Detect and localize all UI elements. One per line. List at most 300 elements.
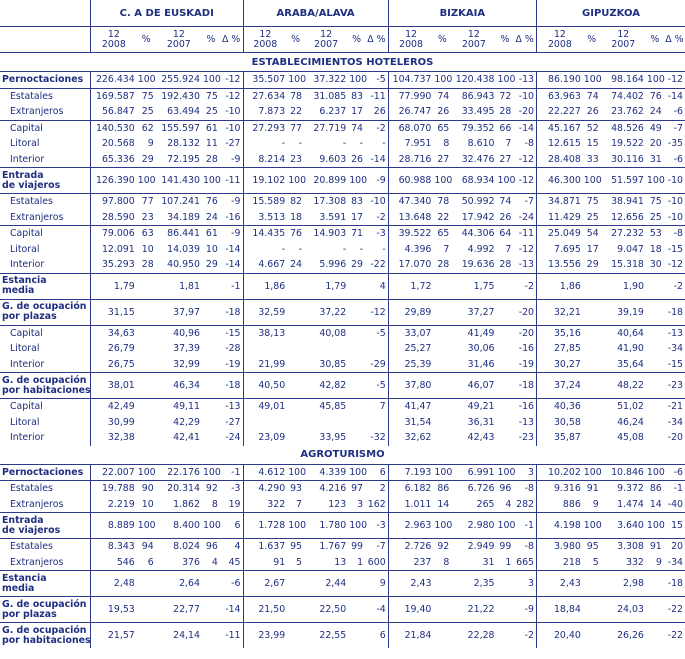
pct-2008-cell [137, 415, 156, 431]
value-2008-cell: 19,40 [388, 597, 433, 623]
pct-2008-cell: 5 [296, 556, 303, 568]
value-2008-cell: 20.568 [90, 136, 136, 152]
pct-2008-cell: 95 [583, 539, 601, 555]
delta-pct-cell: -34 [667, 343, 683, 355]
pct-2007-cell [497, 623, 514, 649]
pct-2008-cell: 74 [433, 88, 451, 104]
delta-pct-cell: -6 [220, 571, 243, 597]
pct-2008-cell: 9 [147, 138, 154, 150]
row-label: Litoral [10, 138, 40, 150]
table-row [0, 120, 685, 136]
value-2007-cell: 28.132 [167, 138, 200, 150]
table-row [0, 104, 685, 120]
row-label: Estatales [0, 88, 90, 104]
value-2007-cell: 9.372 [601, 481, 646, 497]
value-2008-cell: 23,09 [243, 430, 287, 446]
pct-2008-cell: 10 [141, 243, 154, 255]
value-2008-cell: 18,84 [537, 597, 583, 623]
pct-2008-cell [433, 325, 451, 341]
row-label: Extranjeros [10, 556, 64, 568]
delta-pct-cell: 6 [220, 513, 243, 539]
pct-2008-cell: 27 [437, 153, 450, 165]
value-2007-cell: 35,64 [617, 358, 644, 370]
pct-2008-cell: 5 [592, 556, 599, 568]
delta-pct-cell: -12 [220, 88, 243, 104]
pct-2008-cell: 63 [137, 226, 156, 242]
pct-2008-cell: 7 [443, 243, 450, 255]
delta-pct-cell: 3 [528, 466, 535, 478]
delta-pct-cell: -16 [513, 399, 536, 415]
pct-2007-cell: 100 [349, 466, 368, 478]
pct-2007-cell [497, 415, 514, 431]
value-2008-cell: 37,24 [537, 373, 583, 399]
delta-pct-cell: -18 [664, 299, 685, 325]
pct-2007-cell: 14 [649, 498, 662, 510]
pct-2007-cell: 72 [497, 88, 514, 104]
pct-2007-cell: 29 [351, 259, 364, 271]
pct-2008-cell [137, 623, 156, 649]
value-2008-cell: 4.612 [243, 464, 287, 481]
value-2008-cell: 8.889 [90, 513, 136, 539]
pct-2007-cell: 83 [348, 88, 365, 104]
value-2008-cell: 4.396 [388, 242, 433, 258]
value-2007-cell: 10.846 [611, 466, 644, 478]
value-2007-cell: 3.640 [601, 513, 646, 539]
value-2008-cell: 9.316 [537, 481, 583, 497]
delta-pct-cell: -23 [518, 432, 535, 444]
delta-pct-cell: -10 [220, 120, 243, 136]
region-header-araba: ARABA/ALAVA [243, 0, 388, 27]
pct-2007-cell: 96 [202, 539, 220, 555]
delta-pct-cell: -5 [365, 325, 388, 341]
value-2007-cell: 15.318 [611, 259, 644, 271]
value-2008-cell: 15.589 [243, 194, 287, 210]
value-2008-cell: 2,43 [537, 571, 583, 597]
value-2007-cell: 37,97 [156, 299, 202, 325]
value-2007-cell: 86.943 [451, 88, 496, 104]
pct-2008-cell [433, 623, 451, 649]
pct-2007-cell: 97 [348, 481, 365, 497]
pct-2008-cell: 74 [583, 88, 601, 104]
row-label: Interior [10, 259, 45, 271]
delta-pct-cell: 282 [516, 498, 535, 510]
delta-pct-cell: -8 [513, 539, 536, 555]
value-2007-cell: 51,02 [601, 399, 646, 415]
table-row [0, 136, 685, 152]
value-2007-cell: 5.996 [319, 259, 347, 271]
pct-2007-cell: 26 [351, 153, 364, 165]
pct-2008-cell: 23 [141, 211, 154, 223]
value-2008-cell: 2.219 [90, 497, 136, 513]
value-2007-cell: 8.610 [467, 138, 495, 150]
row-label: Capital [0, 325, 90, 341]
pct-2007-cell: 17 [351, 106, 364, 118]
col-header-pct-2008: % [583, 27, 601, 53]
value-2007-cell: 4.339 [319, 466, 347, 478]
delta-pct-cell: 600 [367, 556, 386, 568]
value-2008-cell: 169.587 [90, 88, 136, 104]
col-header-pct-2008: % [137, 27, 156, 53]
pct-2007-cell: 100 [348, 513, 365, 539]
value-2008-cell: 21,57 [90, 623, 136, 649]
value-2008-cell: 26,79 [90, 341, 136, 357]
pct-2007-cell: 28 [205, 153, 218, 165]
value-2008-cell: 32,38 [90, 430, 136, 446]
value-2007-cell: 155.597 [156, 120, 202, 136]
delta-pct-cell: -10 [664, 194, 685, 210]
region-header-bizkaia: BIZKAIA [388, 0, 536, 27]
delta-pct-cell: -13 [518, 416, 535, 428]
pct-2008-cell: 6 [147, 556, 154, 568]
value-2008-cell: 226.434 [90, 72, 136, 89]
pct-2007-cell: 86 [646, 481, 664, 497]
value-2007-cell: - [342, 138, 347, 150]
value-2007-cell: 37,27 [451, 299, 496, 325]
pct-2008-cell: 78 [433, 194, 451, 210]
row-label: Extranjeros [10, 106, 64, 118]
value-2008-cell: 56.847 [90, 104, 136, 120]
row-label: Interior [10, 432, 45, 444]
value-2008-cell: 34,63 [90, 325, 136, 341]
value-2008-cell: 29,89 [388, 299, 433, 325]
delta-pct-cell: -35 [667, 138, 683, 150]
row-label: Estatales [0, 481, 90, 497]
value-2007-cell: 32.476 [461, 153, 495, 165]
delta-pct-cell: -20 [513, 325, 536, 341]
pct-2007-cell [202, 273, 220, 299]
col-header-delta: Δ % [220, 27, 243, 53]
pct-2007-cell [646, 357, 664, 373]
delta-pct-cell: -29 [370, 358, 386, 370]
value-2008-cell: - [243, 242, 287, 258]
value-2008-cell [243, 415, 287, 431]
value-2007-cell: 34.189 [167, 211, 200, 223]
pct-2008-cell: 100 [137, 168, 156, 194]
delta-pct-cell: 20 [664, 539, 685, 555]
value-2007-cell: 33,95 [319, 432, 347, 444]
pct-2007-cell [348, 341, 365, 357]
pct-2007-cell [497, 399, 514, 415]
row-label: Extranjeros [10, 498, 64, 510]
table-row [0, 357, 685, 373]
value-2007-cell: 30.116 [611, 153, 644, 165]
pct-2007-cell [202, 571, 220, 597]
pct-2008-cell: 33 [586, 153, 599, 165]
pct-2007-cell: 100 [202, 513, 220, 539]
pct-2008-cell: 26 [586, 106, 599, 118]
pct-2008-cell [433, 430, 451, 446]
pct-2007-cell [646, 430, 664, 446]
pct-2008-cell [583, 597, 601, 623]
table-row [0, 273, 685, 299]
value-2008-cell: 34.871 [537, 194, 583, 210]
pct-2007-cell: 76 [202, 194, 220, 210]
value-2007-cell: 50.992 [451, 194, 496, 210]
pct-2008-cell: 94 [137, 539, 156, 555]
value-2008-cell: 31,15 [90, 299, 136, 325]
delta-pct-cell: -9 [220, 194, 243, 210]
value-2007-cell: 30,06 [467, 343, 495, 355]
pct-2007-cell [497, 341, 514, 357]
value-2008-cell: 28.590 [90, 210, 136, 226]
delta-pct-cell: -22 [664, 623, 685, 649]
pct-2008-cell: 90 [137, 481, 156, 497]
value-2007-cell: 107.241 [156, 194, 202, 210]
pct-2008-cell: 100 [288, 466, 307, 478]
value-2007-cell: 255.924 [161, 74, 200, 86]
delta-pct-cell: -27 [225, 138, 241, 150]
delta-pct-cell: -2 [513, 273, 536, 299]
value-2007-cell: 2,35 [451, 571, 496, 597]
value-2007-cell: 37,39 [173, 343, 200, 355]
delta-pct-cell: -14 [225, 259, 241, 271]
value-2008-cell: 30,58 [537, 415, 583, 431]
delta-pct-cell: -3 [365, 226, 388, 242]
delta-pct-cell: -7 [664, 120, 685, 136]
value-2007-cell: 30,85 [319, 358, 347, 370]
pct-2008-cell [433, 357, 451, 373]
value-2007-cell: 37,22 [304, 299, 348, 325]
delta-pct-cell: -34 [667, 556, 683, 568]
row-label: Estancia media [0, 273, 90, 299]
pct-2007-cell: 7 [505, 138, 512, 150]
delta-pct-cell: -34 [667, 416, 683, 428]
pct-2007-cell [497, 430, 514, 446]
pct-2007-cell [348, 399, 365, 415]
pct-2007-cell: 10 [205, 243, 218, 255]
pct-2008-cell [583, 623, 601, 649]
delta-pct-cell: -15 [667, 358, 683, 370]
pct-2008-cell: 17 [586, 243, 599, 255]
delta-pct-cell: -19 [225, 358, 241, 370]
table-row [0, 597, 685, 623]
value-2007-cell: 27.719 [304, 120, 348, 136]
value-2007-cell: 6.726 [451, 481, 496, 497]
delta-pct-cell: -8 [524, 138, 535, 150]
col-header-2008: 12 2008 [243, 27, 287, 53]
value-2007-cell: 332 [626, 556, 644, 568]
pct-2008-cell: 82 [287, 194, 304, 210]
pct-2008-cell: 100 [137, 466, 156, 478]
table-row [0, 464, 685, 481]
table-row [0, 299, 685, 325]
col-header-pct-2007: % [646, 27, 664, 53]
col-header-2007: 12 2007 [601, 27, 646, 53]
pct-2008-cell [433, 415, 451, 431]
pct-2007-cell [202, 325, 220, 341]
value-2007-cell: 45,08 [617, 432, 644, 444]
value-2008-cell: 22.007 [90, 464, 136, 481]
pct-2008-cell: 91 [583, 481, 601, 497]
col-header-pct-2007: % [348, 27, 365, 53]
delta-pct-cell: -8 [513, 481, 536, 497]
value-2008-cell: 546 [90, 555, 136, 571]
value-2007-cell: 86.441 [156, 226, 202, 242]
pct-2008-cell: 100 [583, 466, 602, 478]
value-2007-cell: 33.495 [461, 106, 495, 118]
value-2008-cell: 32,62 [388, 430, 433, 446]
pct-2008-cell: 100 [583, 168, 601, 194]
pct-2008-cell [433, 597, 451, 623]
table-row [0, 242, 685, 258]
pct-2007-cell: 7 [505, 243, 512, 255]
table-row [0, 226, 685, 242]
delta-pct-cell: -28 [225, 343, 241, 355]
value-2008-cell: 63.963 [537, 88, 583, 104]
value-2008-cell: 4.198 [537, 513, 583, 539]
pct-2007-cell: 1 [505, 556, 512, 568]
pct-2008-cell [433, 373, 451, 399]
delta-pct-cell: -2 [365, 120, 388, 136]
value-2008-cell: 68.070 [388, 120, 433, 136]
value-2008-cell: 2.726 [388, 539, 433, 555]
value-2008-cell: 21,84 [388, 623, 433, 649]
pct-2007-cell [348, 299, 365, 325]
delta-pct-cell: -19 [518, 358, 535, 370]
pct-2008-cell [583, 571, 601, 597]
value-2007-cell: 49,11 [156, 399, 202, 415]
delta-pct-cell: 665 [516, 556, 535, 568]
pct-2008-cell: 15 [586, 138, 599, 150]
value-2008-cell: 19,53 [90, 597, 136, 623]
value-2008-cell: 17.070 [388, 257, 433, 273]
value-2008-cell: 10.202 [537, 464, 583, 481]
value-2008-cell: 33,07 [388, 325, 433, 341]
pct-2007-cell [202, 341, 220, 357]
row-label: Litoral [10, 343, 40, 355]
pct-2007-cell: 100 [497, 168, 514, 194]
value-2008-cell: 886 [537, 497, 583, 513]
pct-2007-cell: 4 [505, 498, 512, 510]
pct-2008-cell: 62 [137, 120, 156, 136]
value-2008-cell: 4.667 [243, 257, 287, 273]
pct-2008-cell: 14 [437, 498, 450, 510]
value-2008-cell: 41,47 [388, 399, 433, 415]
value-2008-cell: 40,36 [537, 399, 583, 415]
pct-2008-cell [583, 325, 601, 341]
pct-2007-cell: 31 [649, 153, 662, 165]
value-2008-cell: 1.728 [243, 513, 287, 539]
delta-pct-cell: 45 [228, 556, 241, 568]
value-2008-cell: 14.435 [243, 226, 287, 242]
value-2008-cell: 27.634 [243, 88, 287, 104]
pct-2007-cell [202, 299, 220, 325]
delta-pct-cell: -5 [376, 74, 386, 86]
table-row [0, 325, 685, 341]
row-label: Interior [10, 358, 45, 370]
pct-2007-cell [646, 415, 664, 431]
pct-2007-cell [202, 373, 220, 399]
value-2008-cell: 7.695 [537, 242, 583, 258]
delta-pct-cell: -14 [664, 88, 685, 104]
table-row [0, 194, 685, 210]
column-header-row [0, 27, 685, 53]
delta-pct-cell: -9 [220, 226, 243, 242]
value-2008-cell: 7.951 [388, 136, 433, 152]
value-2008-cell: 1.011 [388, 497, 433, 513]
delta-pct-cell: -9 [513, 597, 536, 623]
pct-2008-cell: 8 [443, 138, 450, 150]
pct-2007-cell [497, 325, 514, 341]
delta-pct-cell: -10 [225, 106, 241, 118]
pct-2007-cell: 66 [497, 120, 514, 136]
value-2008-cell: 20,40 [537, 623, 583, 649]
delta-pct-cell: -16 [225, 211, 241, 223]
pct-2008-cell: 24 [290, 259, 303, 271]
value-2008-cell: 104.737 [388, 72, 433, 89]
pct-2008-cell: 100 [583, 74, 602, 86]
table-row [0, 152, 685, 168]
pct-2007-cell: 100 [202, 168, 220, 194]
delta-pct-cell: -18 [220, 373, 243, 399]
value-2007-cell: 42,82 [304, 373, 348, 399]
pct-2008-cell: 10 [141, 498, 154, 510]
region-header-euskadi: C. A DE EUSKADI [90, 0, 243, 27]
pct-2008-cell [137, 299, 156, 325]
pct-2007-cell: 20 [649, 138, 662, 150]
pct-2008-cell [287, 299, 304, 325]
pct-2007-cell [348, 273, 365, 299]
pct-2008-cell: - [298, 138, 303, 150]
value-2008-cell: 2,48 [90, 571, 136, 597]
pct-2007-cell [348, 373, 365, 399]
value-2008-cell: 1,86 [243, 273, 287, 299]
delta-pct-cell: -7 [513, 194, 536, 210]
pct-2007-cell [348, 571, 365, 597]
value-2007-cell: 46,34 [156, 373, 202, 399]
value-2008-cell: 77.990 [388, 88, 433, 104]
pct-2008-cell: 25 [141, 106, 154, 118]
value-2007-cell: 23.762 [611, 106, 644, 118]
value-2007-cell: 38.941 [601, 194, 646, 210]
delta-pct-cell: -5 [365, 373, 388, 399]
pct-2007-cell: 100 [646, 466, 665, 478]
pct-2008-cell: 86 [433, 481, 451, 497]
pct-2007-cell: 92 [202, 481, 220, 497]
row-label: Extranjeros [10, 211, 64, 223]
value-2007-cell: 48,22 [601, 373, 646, 399]
delta-pct-cell: 7 [365, 399, 388, 415]
value-2008-cell: 97.800 [90, 194, 136, 210]
pct-2008-cell [287, 415, 304, 431]
value-2008-cell: 23,99 [243, 623, 287, 649]
value-2007-cell: 2,44 [304, 571, 348, 597]
pct-2007-cell: 100 [646, 74, 665, 86]
value-2007-cell: 22.176 [167, 466, 200, 478]
pct-2007-cell: 100 [497, 74, 516, 86]
pct-2007-cell [348, 430, 365, 446]
delta-pct-cell: -11 [220, 168, 243, 194]
value-2007-cell: 1.474 [617, 498, 644, 510]
value-2007-cell: 22,28 [451, 623, 496, 649]
pct-2008-cell: 100 [287, 513, 304, 539]
value-2008-cell: 2,67 [243, 571, 287, 597]
value-2008-cell: 30,27 [537, 357, 583, 373]
delta-pct-cell: -15 [667, 243, 683, 255]
row-label: Capital [0, 120, 90, 136]
value-2008-cell: 1,86 [537, 273, 583, 299]
value-2007-cell [304, 341, 348, 357]
delta-pct-cell: -12 [365, 299, 388, 325]
value-2008-cell: 12.091 [90, 242, 136, 258]
delta-pct-cell: -1 [513, 513, 536, 539]
pct-2007-cell: 28 [499, 106, 512, 118]
delta-pct-cell: -2 [376, 211, 386, 223]
pct-2008-cell [137, 399, 156, 415]
pct-2007-cell: 74 [497, 194, 514, 210]
value-2008-cell: 322 [243, 497, 287, 513]
delta-pct-cell: -22 [664, 597, 685, 623]
